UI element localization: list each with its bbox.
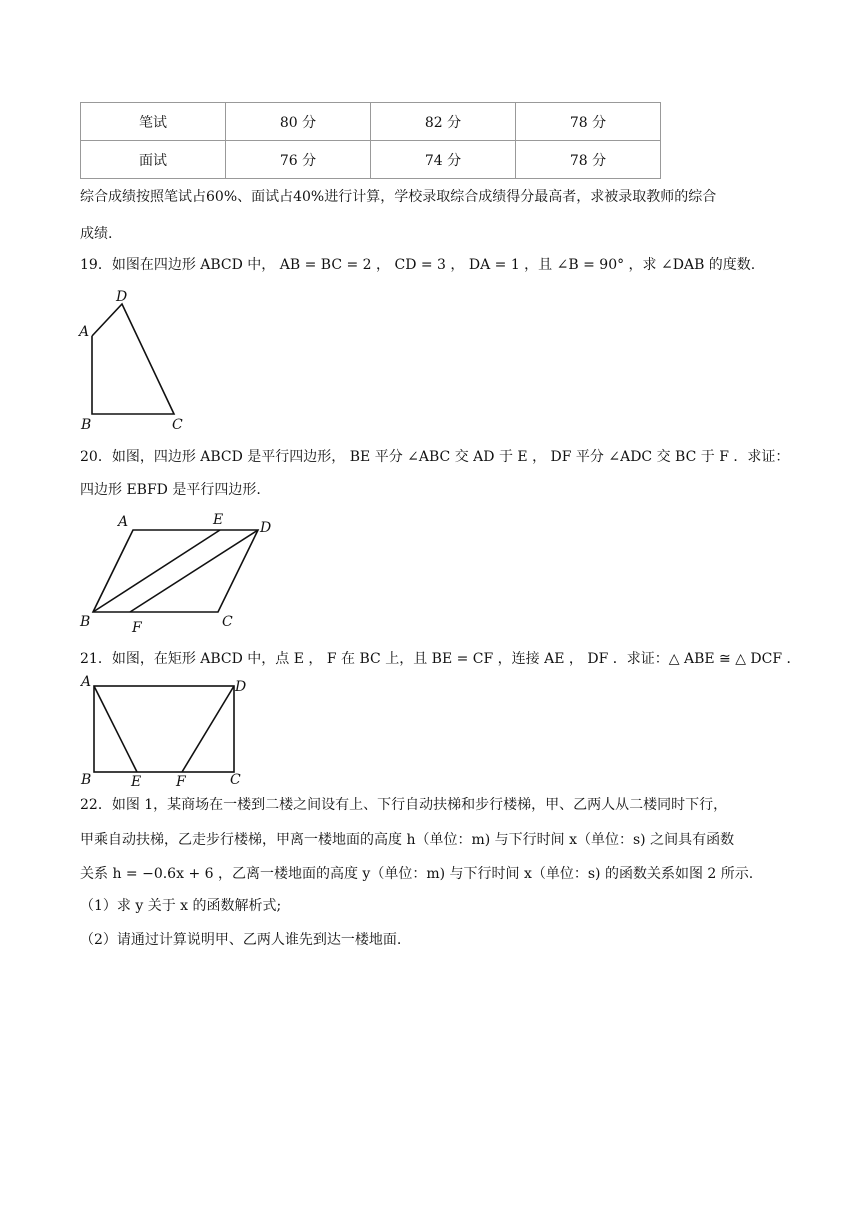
table-cell: 74 分 xyxy=(371,141,516,179)
table-row xyxy=(81,141,661,179)
parallelogram-abcd xyxy=(93,530,258,612)
label-b: B xyxy=(81,772,92,788)
table-cell: 面试 xyxy=(81,141,226,179)
score-table xyxy=(80,102,661,179)
segment-ae xyxy=(94,686,137,772)
q22-question-line2: 甲乘自动扶梯，乙走步行楼梯，甲离一楼地面的高度 h（单位：m) 与下行时间 x（单位：s) 之间具有函数 xyxy=(80,832,735,848)
table-cell: 78 分 xyxy=(516,141,661,179)
q19-question: 19．如图在四边形 ABCD 中， AB = BC = 2 ， CD = 3 ， DA = 1 ，且 ∠B = 90° ，求 ∠DAB 的度数. xyxy=(80,257,756,273)
label-d: D xyxy=(235,679,247,695)
segment-df xyxy=(182,686,234,772)
q22-question-line3: 关系 h = −0.6x + 6 ，乙离一楼地面的高度 y（单位：m) 与下行时间 x（单位：s) 的函数关系如图 2 所示. xyxy=(80,866,754,882)
label-b: B xyxy=(81,417,92,433)
label-b: B xyxy=(80,614,91,630)
table-cell: 82 分 xyxy=(371,103,516,141)
label-a: A xyxy=(118,514,129,530)
label-f: F xyxy=(176,774,186,788)
label-a: A xyxy=(79,324,90,340)
table-cell: 笔试 xyxy=(81,103,226,141)
label-e: E xyxy=(131,774,142,788)
q20-question-line2: 四边形 EBFD 是平行四边形. xyxy=(80,482,261,498)
label-a: A xyxy=(81,674,92,690)
q18-text-line2: 成绩. xyxy=(80,226,113,242)
label-c: C xyxy=(172,417,183,433)
label-f: F xyxy=(132,620,142,635)
q21-figure xyxy=(78,672,253,788)
segment-be xyxy=(93,530,220,612)
q22-part2: （2）请通过计算说明甲、乙两人谁先到达一楼地面. xyxy=(80,932,402,948)
label-c: C xyxy=(230,772,241,788)
q22-question-line1: 22．如图 1，某商场在一楼到二楼之间设有上、下行自动扶梯和步行楼梯，甲、乙两人从二楼同时下行， xyxy=(80,797,728,813)
label-c: C xyxy=(222,614,233,630)
quadrilateral-abcd xyxy=(92,304,174,414)
q22-part1: （1）求 y 关于 x 的函数解析式; xyxy=(80,898,282,914)
table-row xyxy=(81,103,661,141)
label-d: D xyxy=(116,289,128,305)
q19-figure xyxy=(76,284,196,434)
q20-question-line1: 20．如图，四边形 ABCD 是平行四边形， BE 平分 ∠ABC 交 AD 于 E ， DF 平分 ∠ADC 交 BC 于 F ．求证： xyxy=(80,449,790,465)
table-cell: 76 分 xyxy=(226,141,371,179)
table-cell: 78 分 xyxy=(516,103,661,141)
table-cell: 80 分 xyxy=(226,103,371,141)
label-e: E xyxy=(213,512,224,528)
q21-question: 21．如图，在矩形 ABCD 中，点 E ， F 在 BC 上，且 BE = CF ，连接 AE ， DF ．求证：△ ABE ≅ △ DCF ． xyxy=(80,651,801,667)
q18-text-line1: 综合成绩按照笔试占60%、面试占40%进行计算，学校录取综合成绩得分最高者，求被录取教师的综合 xyxy=(80,189,717,205)
q20-figure xyxy=(78,510,278,635)
label-d: D xyxy=(260,520,272,536)
